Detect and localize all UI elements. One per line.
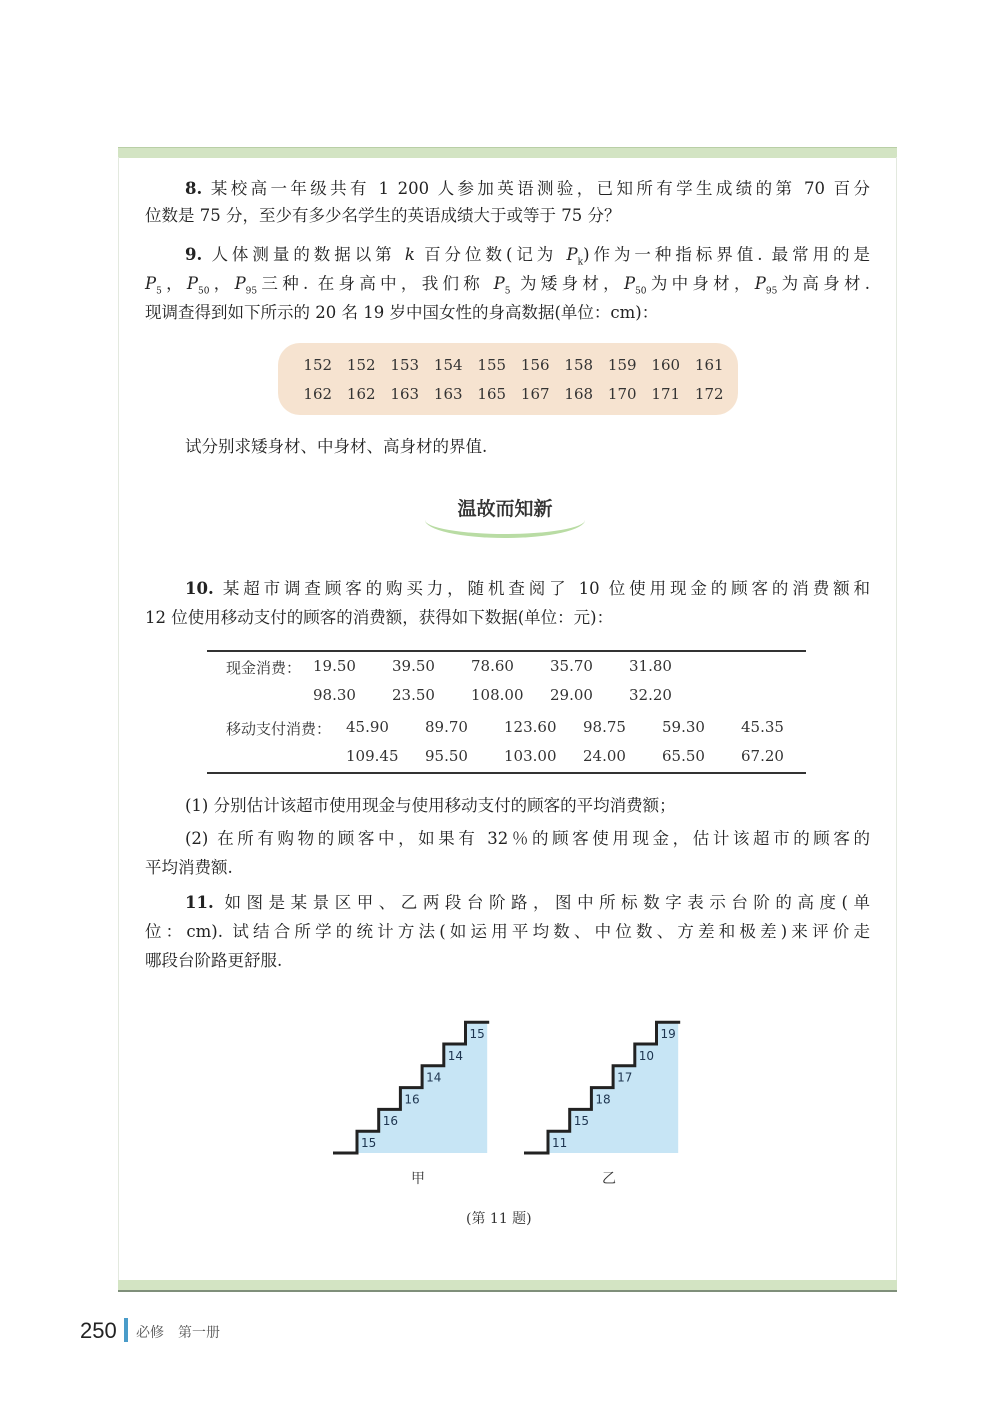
height-value: 155 (477, 356, 507, 374)
table-cell: 35.70 (550, 657, 593, 675)
step-height-label: 14 (447, 1048, 464, 1063)
math-sub: 5 (504, 286, 511, 297)
height-value: 163 (390, 385, 420, 403)
math-sub: k (577, 257, 584, 268)
table-cell: 67.20 (741, 747, 784, 765)
p11-line2: 位：cm). 试结合所学的统计方法(如运用平均数、中位数、方差和极差)来评价走 (145, 922, 870, 941)
math-sub: 95 (245, 286, 258, 297)
problem-number: 9. (185, 245, 203, 264)
table-cell: 31.80 (629, 657, 672, 675)
step-height-label: 15 (573, 1114, 589, 1129)
footer-accent-bar (124, 1318, 128, 1342)
math: P (566, 245, 578, 264)
text: 某校高一年级共有 1 200 人参加英语测验，已知所有学生成绩的第 70 百分 (210, 179, 870, 198)
math: P (234, 274, 246, 293)
table-cell: 45.90 (346, 718, 389, 736)
table-cell: 29.00 (550, 686, 593, 704)
height-value: 152 (303, 356, 333, 374)
p10-line2: 12 位使用移动支付的顾客的消费额，获得如下数据(单位：元)： (145, 608, 614, 627)
stairs-label-jia: 甲 (411, 1171, 425, 1187)
height-value: 165 (477, 385, 507, 403)
height-value: 158 (564, 356, 594, 374)
table-cell: 95.50 (425, 747, 468, 765)
table-cell: 59.30 (662, 718, 705, 736)
step-height-label: 19 (660, 1027, 676, 1041)
mobile-label: 移动支付消费： (226, 720, 332, 738)
height-value: 167 (520, 385, 550, 403)
table-cell: 23.50 (392, 686, 435, 704)
text: ， (209, 274, 235, 293)
p10-q2-line1: (2) 在所有购物的顾客中，如果有 32％的顾客使用现金，估计该超市的顾客的 (185, 829, 870, 848)
table-cell: 123.60 (504, 718, 557, 736)
math: P (623, 274, 636, 293)
p10-q2-line2: 平均消费额. (145, 858, 233, 877)
text: ， (161, 274, 187, 293)
math-sub: 95 (765, 286, 778, 297)
height-value: 170 (607, 385, 637, 403)
height-value: 154 (433, 356, 463, 374)
math: P (145, 274, 157, 293)
text: 如图是某景区甲、乙两段台阶路，图中所标数字表示台阶的高度(单 (224, 893, 871, 912)
math: P (493, 274, 505, 293)
table-cell: 78.60 (471, 657, 514, 675)
height-value: 168 (564, 385, 594, 403)
problem-number: 11. (185, 893, 214, 912)
table-cell: 98.30 (313, 686, 356, 704)
table-cell: 39.50 (392, 657, 435, 675)
table-cell: 89.70 (425, 718, 468, 736)
text: 为中身材， (646, 274, 755, 293)
height-value: 161 (694, 356, 724, 374)
section-title: 温故而知新 (457, 498, 553, 520)
text: 为矮身材， (520, 274, 624, 293)
problem-number: 10. (185, 579, 214, 598)
p10-q1: (1) 分别估计该超市使用现金与使用移动支付的顾客的平均消费额； (185, 796, 676, 815)
height-value: 163 (433, 385, 463, 403)
math-sub: 50 (635, 286, 647, 297)
height-value: 171 (651, 385, 681, 403)
table-cell: 109.45 (346, 747, 399, 765)
step-height-label: 16 (404, 1092, 420, 1107)
table-cell: 98.75 (583, 718, 626, 736)
page-number: 250 (80, 1318, 117, 1343)
step-height-label: 10 (638, 1048, 655, 1063)
stairs-label-yi: 乙 (602, 1171, 616, 1187)
step-height-label: 18 (595, 1092, 611, 1107)
height-value: 153 (390, 356, 420, 374)
height-value: 172 (694, 385, 724, 403)
text: 为高身材. (777, 274, 871, 293)
table-cell: 45.35 (741, 718, 784, 736)
table-cell: 103.00 (504, 747, 557, 765)
problem-number: 8. (185, 179, 203, 198)
text: )作为一种指标界值. 最常用的是 (583, 245, 871, 264)
height-value: 156 (520, 356, 550, 374)
height-value: 159 (607, 356, 637, 374)
p11-line3: 哪段台阶路更舒服. (145, 951, 283, 970)
text: 人体测量的数据以第 (211, 245, 396, 264)
math-sub: 5 (156, 286, 162, 297)
book-title: 必修 第一册 (136, 1325, 220, 1341)
table-cell: 19.50 (313, 657, 356, 675)
text: 某超市调查顾客的购买力，随机查阅了 10 位使用现金的顾客的消费额和 (222, 579, 870, 598)
table-cell: 32.20 (629, 686, 672, 704)
table-cell: 65.50 (662, 747, 705, 765)
text: 百分位数(记为 (424, 245, 558, 264)
math-sub: 50 (198, 286, 210, 297)
cash-label: 现金消费： (226, 659, 302, 677)
height-value: 160 (651, 356, 681, 374)
table-cell: 24.00 (583, 747, 626, 765)
height-value: 162 (303, 385, 333, 403)
p9-question: 试分别求矮身材、中身材、高身材的界值. (185, 437, 488, 456)
text: 三种. 在身高中，我们称 (257, 274, 485, 293)
step-height-label: 11 (552, 1136, 568, 1150)
step-height-label: 14 (426, 1070, 442, 1085)
step-height-label: 17 (617, 1070, 633, 1085)
math: P (754, 274, 766, 293)
math: P (186, 274, 199, 293)
p9-line3: 现调查得到如下所示的 20 名 19 岁中国女性的身高数据(单位：cm)： (145, 303, 659, 322)
step-height-label: 16 (382, 1114, 398, 1129)
figure-caption: (第 11 题) (466, 1211, 532, 1227)
p8-line2: 位数是 75 分，至少有多少名学生的英语成绩大于或等于 75 分？ (145, 206, 621, 225)
step-height-label: 15 (361, 1136, 377, 1150)
step-height-label: 15 (469, 1027, 485, 1041)
bottom-green-bar (118, 1280, 897, 1292)
height-value: 162 (346, 385, 376, 403)
math: k (404, 245, 415, 264)
height-value: 152 (346, 356, 376, 374)
table-cell: 108.00 (471, 686, 524, 704)
